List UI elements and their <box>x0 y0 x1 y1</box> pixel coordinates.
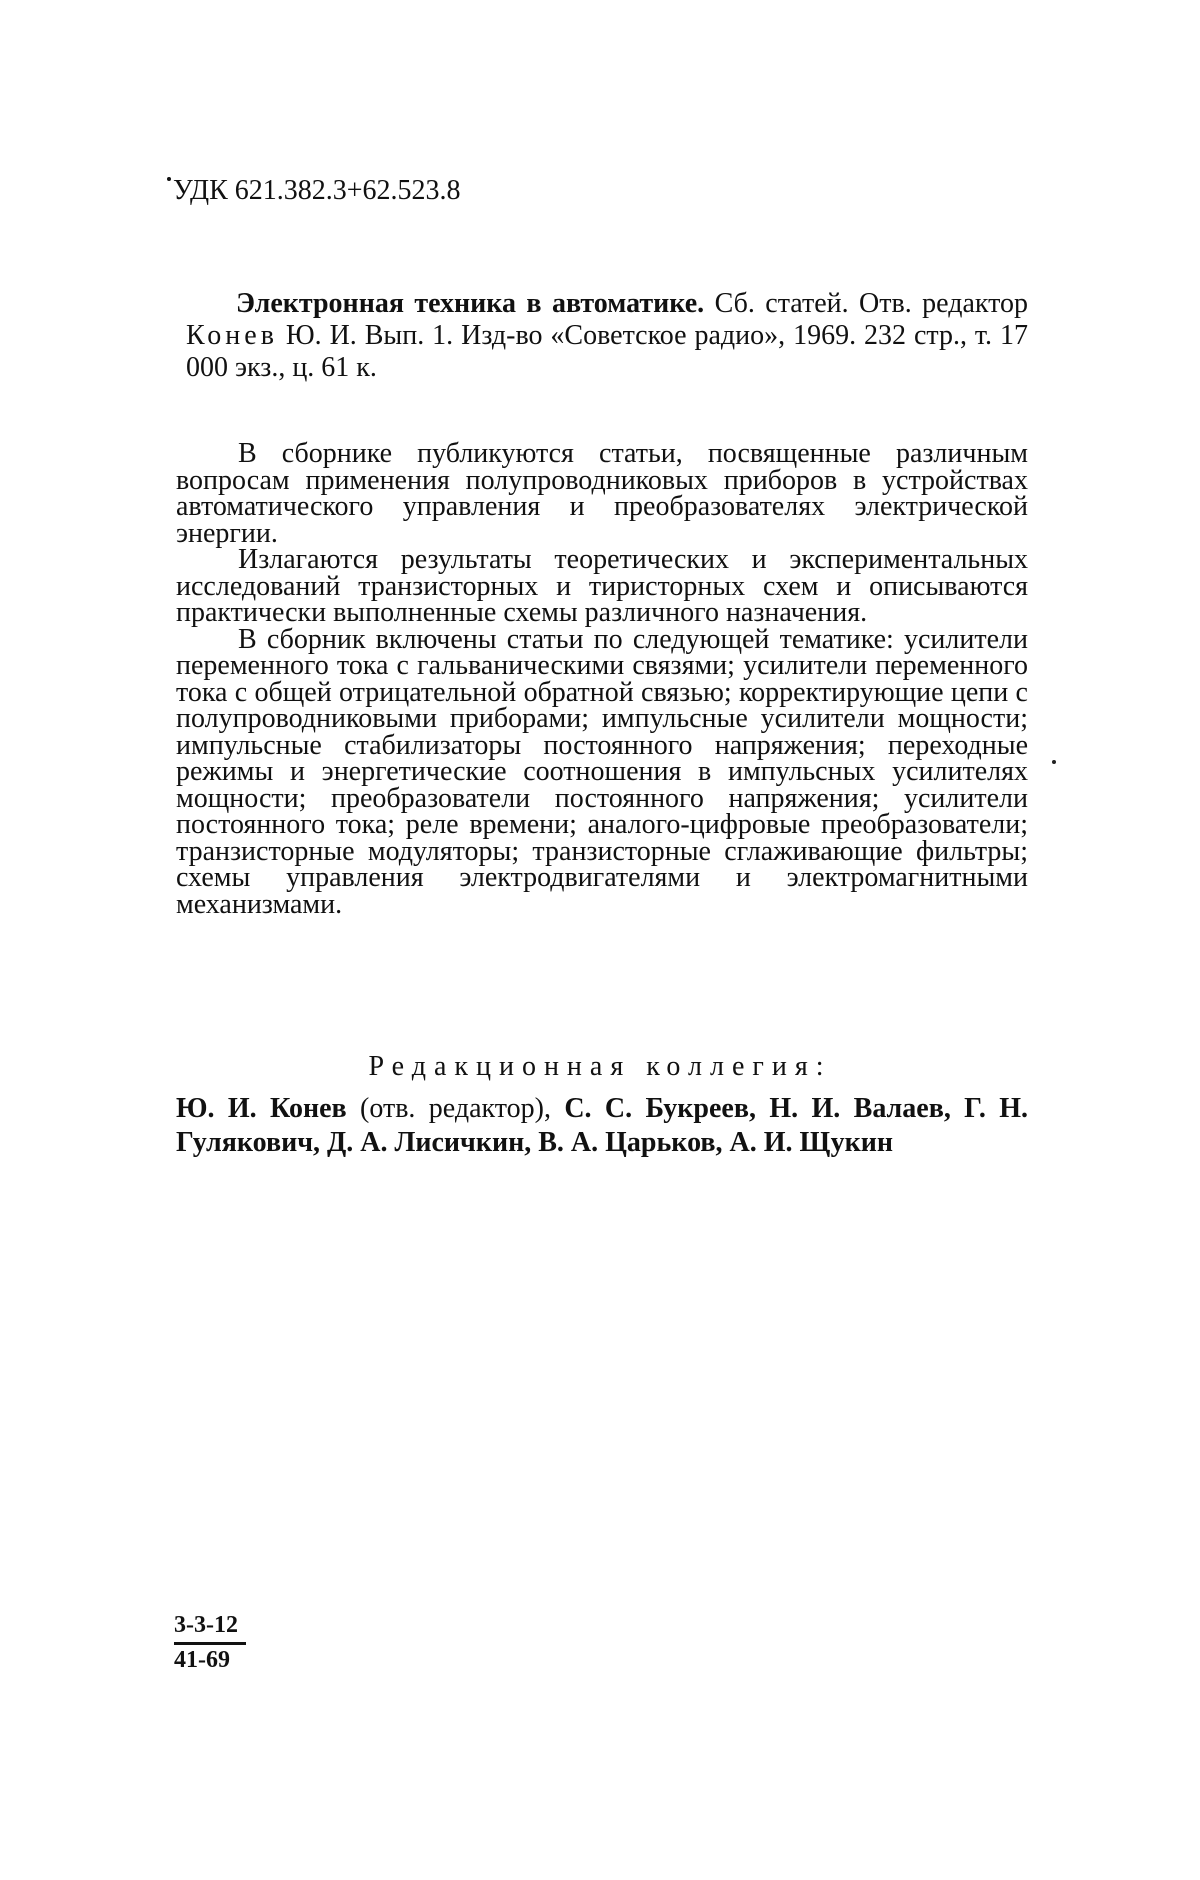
book-title: Электронная техника в автоматике. <box>236 288 705 319</box>
abstract <box>176 438 1028 920</box>
editorial-board-title: Редакционная коллегия: <box>368 1051 832 1082</box>
board-member-list: С. С. Букреев, Н. И. Валаев, Г. Н. Гулякович, Д. А. Лисичкин, В. А. Царьков, А. И. Щукин <box>176 1093 1028 1158</box>
editorial-board-members <box>176 1092 1028 1160</box>
margin-dot <box>1052 760 1056 764</box>
udk-text: УДК 621.382.3+62.523.8 <box>173 175 461 206</box>
margin-mark <box>167 177 171 181</box>
editor-surname: Конев <box>186 320 278 351</box>
udk-code <box>173 175 461 207</box>
abstract-paragraph-3: В сборник включены статьи по следующей тематике: усилители переменного тока с гальваническими связями; усилители переменного тока с общей отрицательной обратной связью; корректирующие цепи с полупроводниковыми приборами; импульсные усилители мощности; импульсные стабилизаторы постоянного напряжения; переходные режимы и энергетические соотношения в импульсных усилителях мощности; преобразователи постоянного напряжения; усилители постоянного тока; реле времени; аналого-цифровые преобразователи; транзисторные модуляторы; транзисторные сглаживающие фильтры; схемы управления электродвигателями и электромагнитными механизмами. <box>176 623 1028 920</box>
biblio-text-1: Сб. статей. Отв. редактор <box>704 288 1028 319</box>
bibliographic-description <box>186 288 1028 384</box>
code-denominator: 41-69 <box>174 1647 230 1673</box>
abstract-paragraph-2: Излагаются результаты теоретических и экспериментальных исследований транзисторных и тиристорных схем и описываются практически выполненные схемы различного назначения. <box>176 544 1028 628</box>
abstract-paragraph-1: В сборнике публикуются статьи, посвященные различным вопросам применения полупроводниковых приборов в устройствах автоматического управления и преобразователях электрической энергии. <box>176 438 1028 549</box>
publication-codes <box>174 1610 246 1675</box>
board-editor-role: (отв. редактор), <box>346 1093 565 1124</box>
biblio-text-2: Ю. И. Вып. 1. Изд-во «Советское радио», 1969. 232 стр., т. 17 000 экз., ц. 61 к. <box>186 320 1028 383</box>
board-editor-name: Ю. И. Конев <box>176 1093 347 1124</box>
code-numerator: 3-3-12 <box>174 1610 246 1645</box>
